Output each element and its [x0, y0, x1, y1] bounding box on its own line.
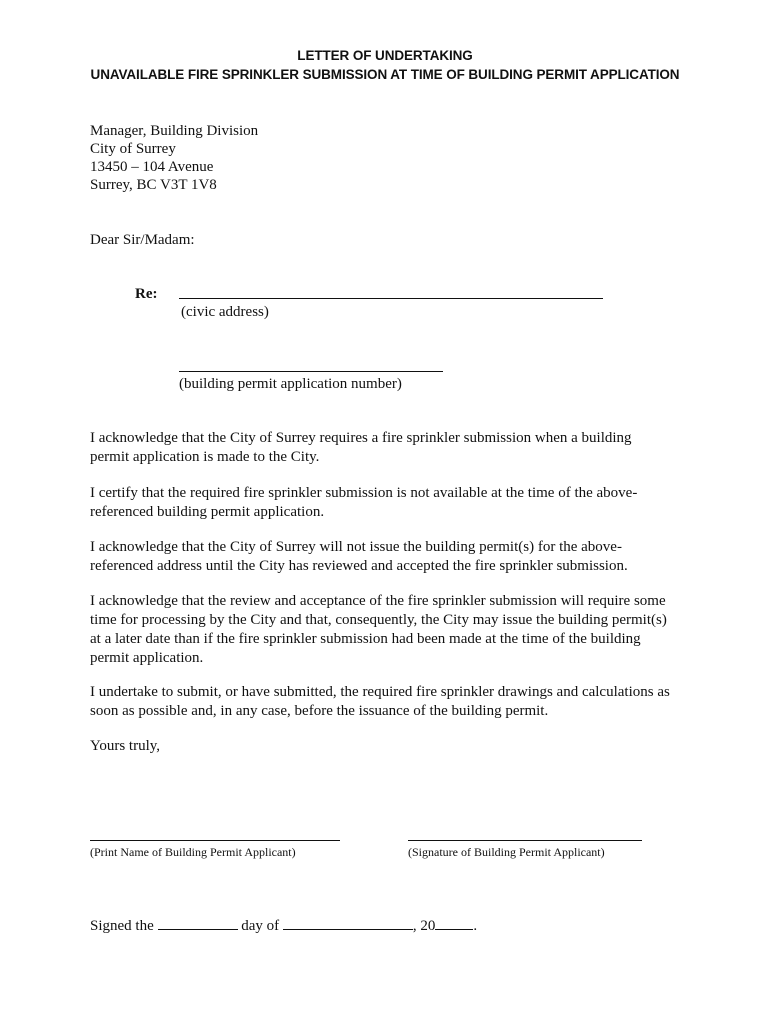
paragraph-4 — [90, 592, 690, 668]
paragraph-2-line-1: I certify that the required fire sprinkler submission is not available at the time of the above- — [90, 485, 638, 501]
permit-number-field[interactable] — [179, 371, 443, 372]
address-line-2: City of Surrey — [90, 141, 176, 157]
paragraph-4-line-3: at a later date than if the fire sprinkler submission had been made at the time of the building — [90, 631, 641, 647]
civic-address-caption: (civic address) — [181, 304, 269, 320]
paragraph-1-line-2: permit application is made to the City. — [90, 449, 320, 465]
paragraph-4-line-1: I acknowledge that the review and acceptance of the fire sprinkler submission will require some — [90, 593, 666, 609]
paragraph-4-line-4: permit application. — [90, 650, 204, 666]
document-title: LETTER OF UNDERTAKING — [297, 48, 473, 63]
signature-caption: (Signature of Building Permit Applicant) — [408, 845, 605, 859]
paragraph-4-line-2: time for processing by the City and that, consequently, the City may issue the building permit(s) — [90, 612, 667, 628]
signed-day-field[interactable] — [158, 915, 238, 930]
paragraph-5-line-2: soon as possible and, in any case, before the issuance of the building permit. — [90, 703, 549, 719]
salutation: Dear Sir/Madam: — [90, 232, 195, 248]
document-subtitle: UNAVAILABLE FIRE SPRINKLER SUBMISSION AT TIME OF BUILDING PERMIT APPLICATION — [90, 67, 680, 82]
paragraph-2 — [90, 484, 690, 522]
paragraph-3-line-2: referenced address until the City has reviewed and accepted the fire sprinkler submission. — [90, 558, 628, 574]
paragraph-1-line-1: I acknowledge that the City of Surrey requires a fire sprinkler submission when a building — [90, 430, 632, 446]
signed-prefix: Signed the — [90, 918, 154, 934]
address-line-3: 13450 – 104 Avenue — [90, 159, 214, 175]
print-name-field[interactable] — [90, 840, 340, 841]
permit-number-caption: (building permit application number) — [179, 376, 402, 392]
signed-month-field[interactable] — [283, 915, 413, 930]
print-name-caption: (Print Name of Building Permit Applicant) — [90, 845, 296, 859]
signed-year-field[interactable] — [435, 915, 473, 930]
paragraph-3-line-1: I acknowledge that the City of Surrey will not issue the building permit(s) for the above- — [90, 539, 622, 555]
closing: Yours truly, — [90, 738, 161, 754]
paragraph-1 — [90, 429, 690, 467]
signed-end: . — [473, 918, 478, 934]
address-line-4: Surrey, BC V3T 1V8 — [90, 177, 217, 193]
signed-date-line — [90, 915, 477, 936]
signed-year-prefix: , 20 — [412, 918, 436, 934]
re-label: Re: — [135, 286, 158, 302]
signed-day-of: day of — [241, 918, 280, 934]
civic-address-field[interactable] — [179, 298, 603, 299]
paragraph-3 — [90, 538, 690, 576]
address-line-1: Manager, Building Division — [90, 123, 259, 139]
paragraph-5 — [90, 683, 690, 721]
paragraph-2-line-2: referenced building permit application. — [90, 504, 325, 520]
signature-field[interactable] — [408, 840, 642, 841]
paragraph-5-line-1: I undertake to submit, or have submitted, the required fire sprinkler drawings and calculations as — [90, 684, 670, 700]
